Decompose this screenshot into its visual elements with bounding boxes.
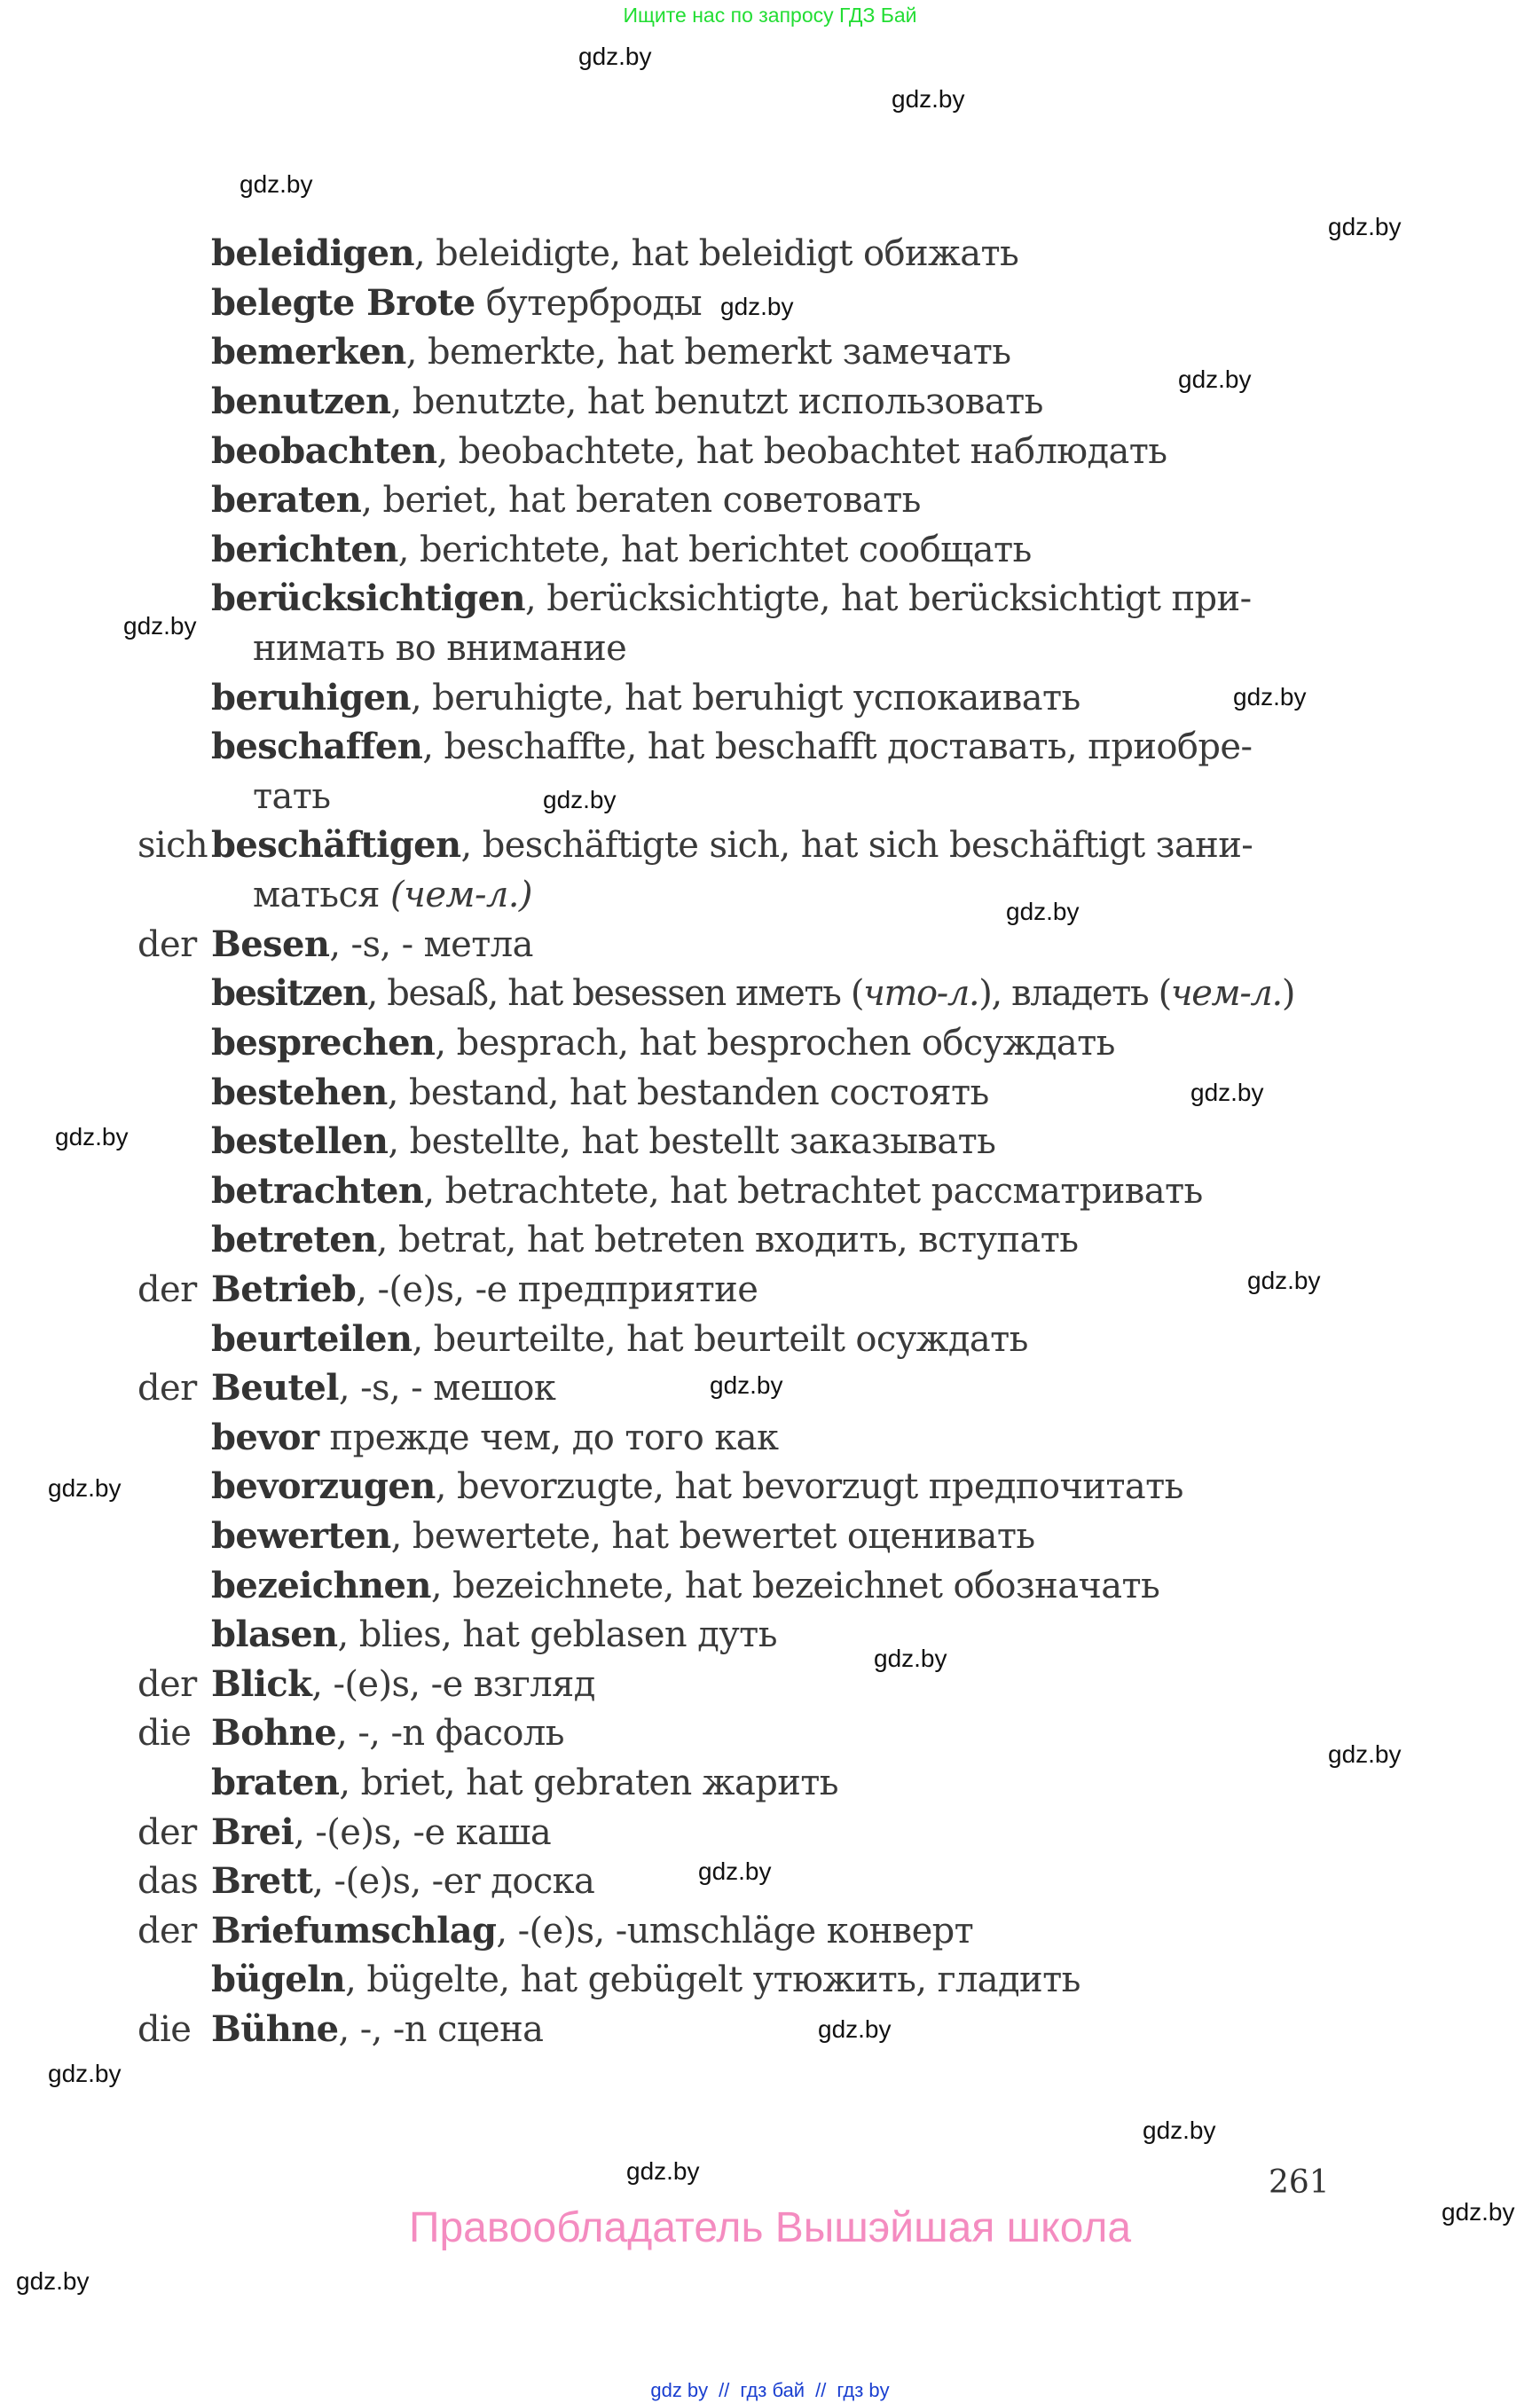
entry-headword: Beutel: [211, 1367, 339, 1409]
entry-headword: beruhigen: [211, 677, 411, 719]
dictionary-entry: [138, 1117, 1331, 1167]
dictionary-entry: [138, 1758, 1331, 1809]
dictionary-entry: [138, 722, 1331, 821]
entry-headword: braten: [211, 1762, 340, 1803]
entry-definition: , beobachtete, hat beobachtet наблюдать: [436, 431, 1167, 472]
dictionary-entry: [138, 1512, 1331, 1562]
entry-definition: , beurteilte, hat beurteilt осуждать: [412, 1319, 1028, 1360]
dictionary-entry: [138, 1808, 1331, 1858]
entry-definition-c: ), владеть (: [978, 973, 1171, 1014]
entry-definition: , -(e)s, -e взгляд: [311, 1664, 595, 1705]
entry-definition: , beriet, hat beraten советовать: [361, 480, 921, 521]
entry-headword: beobachten: [211, 430, 437, 472]
entry-headword: betreten: [211, 1219, 377, 1260]
entry-headword: beurteilen: [211, 1318, 412, 1360]
entry-definition: , -s, - мешок: [338, 1368, 556, 1409]
dictionary-entry: [138, 1561, 1331, 1612]
search-hint-banner: Ищите нас по запросу ГДЗ Бай: [623, 4, 917, 27]
entry-headword: berichten: [211, 529, 398, 570]
dictionary-entry: [138, 475, 1331, 526]
entry-headword: besprechen: [211, 1022, 436, 1064]
watermark: gdz.by: [892, 85, 965, 113]
entry-headword: Blick: [211, 1663, 312, 1705]
dictionary-entry: [138, 1955, 1331, 2006]
entry-definition: , berücksichtigte, hat berücksichtigt при-: [524, 578, 1252, 619]
footer-separator: //: [815, 2379, 827, 2401]
grammar-note: (чем-л.): [390, 874, 532, 915]
watermark: gdz.by: [710, 1371, 783, 1399]
entry-headword: bezeichnen: [211, 1565, 431, 1606]
dictionary-entry: [138, 1018, 1331, 1069]
footer-links: [0, 2379, 1540, 2402]
dictionary-entry: [138, 1413, 1331, 1464]
entry-article: der: [138, 1368, 197, 1409]
entry-article: der: [138, 1269, 197, 1310]
entry-headword: betrachten: [211, 1170, 424, 1212]
entry-headword: bemerken: [211, 331, 406, 373]
watermark: gdz.by: [720, 293, 794, 320]
entry-definition: , betrachtete, hat betrachtet рассматривать: [423, 1171, 1203, 1212]
entry-headword: Briefumschlag: [211, 1910, 497, 1951]
dictionary-entry: [138, 377, 1331, 428]
entry-headword: belegte Brote: [211, 282, 475, 324]
entry-headword: Brett: [211, 1860, 313, 1902]
entry-definition: , beruhigte, hat beruhigt успокаивать: [410, 678, 1080, 719]
dictionary-entry: [138, 229, 1331, 279]
watermark: gdz.by: [1328, 1740, 1402, 1768]
watermark: gdz.by: [626, 2157, 700, 2185]
entry-definition: , besprach, hat besprochen обсуждать: [435, 1023, 1115, 1064]
dictionary-entry: [138, 1462, 1331, 1512]
entry-definition: , beleidigte, hat beleidigt обижать: [413, 233, 1019, 274]
entry-definition: , betrat, hat betreten входить, вступать: [376, 1220, 1079, 1260]
watermark: gdz.by: [48, 2060, 122, 2087]
dictionary-entry: [138, 1610, 1331, 1661]
entry-headword: blasen: [211, 1614, 338, 1655]
entry-definition: , -s, - метла: [329, 924, 533, 965]
dictionary-entry: [138, 1906, 1331, 1957]
watermark: gdz.by: [240, 170, 313, 198]
entry-definition: , -(e)s, -umschläge конверт: [496, 1911, 974, 1951]
entry-definition: , bestellte, hat bestellt заказывать: [388, 1121, 996, 1162]
watermark: gdz.by: [1006, 898, 1080, 925]
dictionary-entry: [138, 1708, 1331, 1759]
entry-headword: bewerten: [211, 1515, 391, 1557]
dictionary-entry: [138, 574, 1331, 673]
grammar-note: что-л.: [863, 973, 979, 1014]
entry-article: der: [138, 1664, 197, 1705]
entry-definition: , benutzte, hat benutzt использовать: [390, 381, 1043, 422]
entry-headword: benutzen: [211, 381, 391, 422]
entry-article: der: [138, 1812, 197, 1853]
watermark: gdz.by: [698, 1857, 772, 1885]
entry-definition: , -, -n фасоль: [336, 1713, 564, 1754]
watermark: gdz.by: [1328, 213, 1402, 240]
watermark: gdz.by: [16, 2267, 90, 2295]
dictionary-entry: [138, 427, 1331, 477]
watermark: gdz.by: [1233, 683, 1307, 711]
entry-definition: , bügelte, hat gebügelt утюжить, гладить: [345, 1959, 1080, 2000]
entry-definition: , beschäftigte sich, hat sich beschäftigt зани-: [460, 825, 1253, 866]
watermark: gdz.by: [123, 612, 197, 640]
entry-continuation: нимать во внимание: [253, 627, 627, 669]
entry-definition: , blies, hat geblasen дуть: [337, 1614, 777, 1655]
dictionary-entry: [138, 821, 1331, 920]
watermark: gdz.by: [1190, 1079, 1264, 1106]
entry-definition: прежде чем, до того как: [318, 1417, 779, 1458]
dictionary-entry: [138, 279, 1331, 329]
entry-headword: bestellen: [211, 1120, 389, 1162]
watermark: gdz.by: [1247, 1267, 1321, 1294]
dictionary-entry: [138, 327, 1331, 378]
dictionary-entry: [138, 969, 1331, 1019]
watermark: gdz.by: [874, 1645, 947, 1672]
watermark: gdz.by: [818, 2015, 892, 2043]
dictionary-entry: [138, 1315, 1331, 1365]
entry-headword: Brei: [211, 1811, 295, 1853]
entry-definition: , -(e)s, -e предприятие: [356, 1269, 758, 1310]
watermark: gdz.by: [543, 786, 617, 813]
entry-headword: Bühne: [211, 2008, 339, 2050]
footer-link[interactable]: гдз by: [837, 2379, 890, 2401]
entry-article: das: [138, 1861, 199, 1902]
watermark: gdz.by: [578, 43, 652, 70]
copyright-holder: Правообладатель Вышэйшая школа: [408, 2204, 1132, 2251]
dictionary-entry: [138, 1166, 1331, 1217]
entry-headword: bügeln: [211, 1959, 346, 2000]
watermark: gdz.by: [1178, 365, 1252, 393]
entry-headword: beraten: [211, 479, 362, 521]
entry-headword: beschäftigen: [211, 824, 461, 866]
entry-article: der: [138, 924, 197, 965]
entry-definition: бутерброды: [475, 283, 702, 324]
entry-definition: , bevorzugte, hat bevorzugt предпочитать: [435, 1466, 1183, 1507]
entry-article: der: [138, 1911, 197, 1951]
entry-article: die: [138, 2009, 192, 2050]
entry-headword: Bohne: [211, 1712, 337, 1754]
entry-headword: beleidigen: [211, 232, 414, 274]
entry-definition: , bestand, hat bestanden состоять: [387, 1072, 989, 1113]
entry-definition: , -(e)s, -e каша: [294, 1812, 552, 1853]
entry-definition: , berichtete, hat berichtet сообщать: [397, 530, 1032, 570]
watermark: gdz.by: [55, 1123, 129, 1150]
dictionary-entry: [138, 525, 1331, 576]
entry-continuation: [138, 871, 1331, 921]
entry-definition: , bezeichnete, hat bezeichnet обозначать: [430, 1566, 1160, 1606]
entry-headword: Besen: [211, 923, 330, 965]
footer-link[interactable]: гдз бай: [740, 2379, 805, 2401]
dictionary-entry: [138, 920, 1331, 970]
entry-definition-a: , besaß, hat besessen иметь (: [366, 973, 864, 1014]
dictionary-entry: [138, 673, 1331, 724]
continuation-text: маться: [253, 874, 380, 915]
entry-definition: , briet, hat gebraten жарить: [339, 1763, 838, 1803]
entry-headword: beschaffen: [211, 726, 423, 767]
entry-definition: , bewertete, hat bewertet оценивать: [390, 1516, 1035, 1557]
grammar-note: чем-л.: [1170, 973, 1282, 1014]
entry-article: die: [138, 1713, 192, 1754]
footer-link[interactable]: gdz by: [650, 2379, 709, 2401]
entry-definition: , -, -n сцена: [338, 2009, 544, 2050]
footer-separator: //: [719, 2379, 730, 2401]
entry-definition-e: ): [1281, 973, 1295, 1014]
dictionary-entry: [138, 1660, 1331, 1710]
entry-definition: , bemerkte, hat bemerkt замечать: [405, 332, 1011, 373]
entry-headword: berücksichtigen: [211, 577, 525, 619]
dictionary-entry: [138, 1857, 1331, 1907]
watermark: gdz.by: [1143, 2116, 1216, 2144]
entry-article: sich: [138, 825, 208, 866]
entry-headword: bestehen: [211, 1072, 388, 1113]
entry-headword: bevorzugen: [211, 1465, 436, 1507]
page-number: 261: [1269, 2164, 1330, 2201]
entry-definition: , beschaffte, hat beschafft доставать, приобре-: [422, 726, 1253, 767]
entry-headword: Betrieb: [211, 1268, 357, 1310]
entry-headword: bevor: [211, 1417, 319, 1458]
entry-continuation: тать: [253, 775, 331, 817]
watermark: gdz.by: [1442, 2198, 1515, 2226]
dictionary-entry: [138, 2005, 1331, 2055]
dictionary-entry: [138, 1265, 1331, 1315]
dictionary-entry: [138, 1215, 1331, 1266]
dictionary-entry: [138, 1363, 1331, 1414]
entry-definition: , -(e)s, -er доска: [312, 1861, 595, 1902]
dictionary-entry: [138, 1068, 1331, 1119]
entry-headword: besitzen: [211, 972, 367, 1014]
watermark: gdz.by: [48, 1474, 122, 1502]
